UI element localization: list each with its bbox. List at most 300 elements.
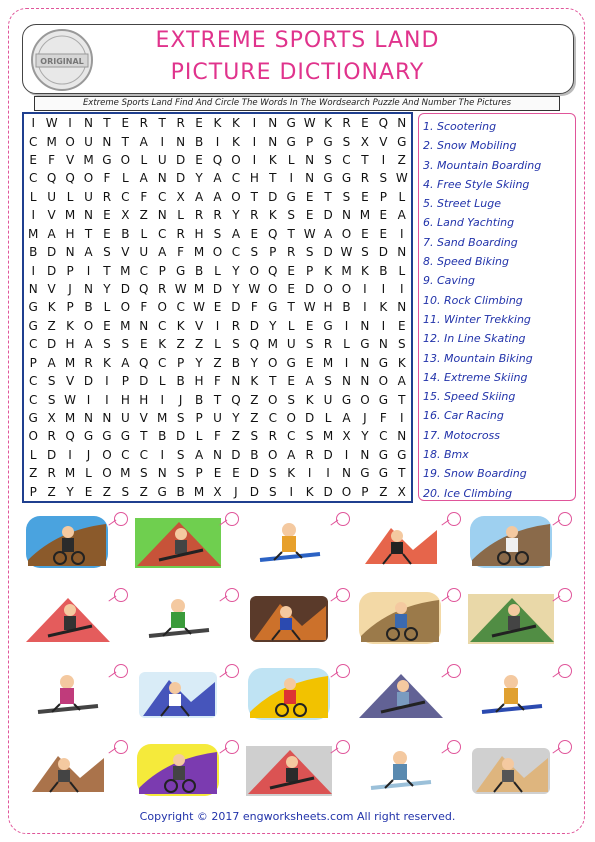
grid-letter[interactable]: K xyxy=(47,300,56,315)
grid-letter[interactable]: I xyxy=(86,392,91,407)
grid-letter[interactable]: R xyxy=(287,245,296,260)
grid-letter[interactable]: E xyxy=(379,226,388,241)
grid-letter[interactable]: C xyxy=(231,245,241,260)
grid-letter[interactable]: R xyxy=(268,429,277,444)
grid-letter[interactable]: O xyxy=(120,300,131,315)
grid-letter[interactable]: N xyxy=(84,411,93,426)
grid-letter[interactable]: T xyxy=(361,153,369,168)
grid-letter[interactable]: K xyxy=(176,318,185,333)
grid-letter[interactable]: G xyxy=(360,337,370,352)
grid-letter[interactable]: G xyxy=(341,171,352,186)
grid-letter[interactable]: U xyxy=(139,245,149,260)
grid-letter[interactable]: D xyxy=(47,245,57,260)
grid-letter[interactable]: O xyxy=(268,392,278,407)
grid-letter[interactable]: M xyxy=(267,337,278,352)
grid-letter[interactable]: K xyxy=(360,263,369,278)
grid-letter[interactable]: N xyxy=(378,337,388,352)
grid-letter[interactable]: U xyxy=(323,392,333,407)
grid-letter[interactable]: M xyxy=(28,226,39,241)
grid-letter[interactable]: S xyxy=(139,466,148,481)
grid-letter[interactable]: N xyxy=(305,171,315,186)
grid-letter[interactable]: B xyxy=(342,300,351,315)
grid-letter[interactable]: P xyxy=(66,300,74,315)
grid-letter[interactable]: Y xyxy=(232,411,240,426)
grid-letter[interactable]: R xyxy=(194,208,204,223)
grid-letter[interactable]: U xyxy=(120,411,130,426)
grid-letter[interactable]: S xyxy=(305,429,314,444)
grid-letter[interactable]: D xyxy=(139,374,149,389)
grid-letter[interactable]: V xyxy=(65,374,75,389)
grid-letter[interactable]: F xyxy=(214,429,221,444)
grid-letter[interactable]: W xyxy=(303,226,316,241)
grid-letter[interactable]: M xyxy=(193,282,205,297)
grid-letter[interactable]: I xyxy=(31,263,35,278)
grid-letter[interactable]: G xyxy=(28,411,38,426)
grid-letter[interactable]: L xyxy=(85,466,92,481)
grid-letter[interactable]: A xyxy=(139,134,148,149)
grid-letter[interactable]: G xyxy=(397,134,407,149)
grid-letter[interactable]: P xyxy=(306,263,314,278)
grid-letter[interactable]: P xyxy=(195,411,203,426)
grid-letter[interactable]: G xyxy=(378,447,388,462)
grid-letter[interactable]: R xyxy=(360,171,370,186)
grid-letter[interactable]: R xyxy=(305,447,314,462)
grid-letter[interactable]: E xyxy=(379,208,388,223)
grid-letter[interactable]: T xyxy=(287,300,295,315)
grid-letter[interactable]: S xyxy=(324,153,332,168)
grid-letter[interactable]: I xyxy=(215,134,220,149)
grid-letter[interactable]: I xyxy=(289,171,293,186)
grid-letter[interactable]: B xyxy=(194,392,204,407)
grid-letter[interactable]: F xyxy=(250,300,258,315)
grid-letter[interactable]: J xyxy=(363,411,367,426)
grid-letter[interactable]: Z xyxy=(397,153,406,168)
grid-letter[interactable]: T xyxy=(398,392,406,407)
grid-letter[interactable]: P xyxy=(361,484,369,499)
grid-letter[interactable]: O xyxy=(83,171,94,186)
grid-letter[interactable]: L xyxy=(324,411,332,426)
grid-letter[interactable]: B xyxy=(84,300,93,315)
number-answer-bubble[interactable] xyxy=(114,588,128,602)
grid-letter[interactable]: P xyxy=(29,484,37,499)
grid-letter[interactable]: I xyxy=(252,153,257,168)
grid-letter[interactable]: J xyxy=(68,282,72,297)
grid-letter[interactable]: T xyxy=(158,116,166,131)
grid-letter[interactable]: K xyxy=(287,466,296,481)
grid-letter[interactable]: M xyxy=(322,429,334,444)
grid-letter[interactable]: F xyxy=(48,153,56,168)
grid-letter[interactable]: E xyxy=(397,318,406,333)
grid-letter[interactable]: K xyxy=(250,374,259,389)
grid-letter[interactable]: N xyxy=(342,208,351,223)
grid-letter[interactable]: I xyxy=(344,447,349,462)
grid-letter[interactable]: I xyxy=(160,392,164,407)
grid-letter[interactable]: K xyxy=(213,116,222,131)
grid-letter[interactable]: G xyxy=(286,189,296,204)
grid-letter[interactable]: N xyxy=(157,208,167,223)
grid-letter[interactable]: C xyxy=(29,337,38,352)
grid-letter[interactable]: L xyxy=(140,153,148,168)
grid-letter[interactable]: O xyxy=(102,466,112,481)
grid-letter[interactable]: N xyxy=(84,208,93,223)
grid-letter[interactable]: M xyxy=(46,134,57,149)
grid-letter[interactable]: Q xyxy=(268,263,278,278)
grid-letter[interactable]: E xyxy=(103,318,111,333)
grid-letter[interactable]: A xyxy=(287,447,296,462)
grid-letter[interactable]: C xyxy=(176,300,185,315)
grid-letter[interactable]: Z xyxy=(139,484,148,499)
grid-letter[interactable]: K xyxy=(324,116,332,131)
grid-letter[interactable]: Y xyxy=(269,318,277,333)
grid-letter[interactable]: X xyxy=(47,411,56,426)
grid-letter[interactable]: O xyxy=(120,153,131,168)
grid-letter[interactable]: Q xyxy=(65,171,75,186)
grid-letter[interactable]: E xyxy=(29,153,37,168)
grid-letter[interactable]: L xyxy=(214,337,221,352)
grid-letter[interactable]: L xyxy=(177,208,184,223)
grid-letter[interactable]: N xyxy=(28,282,38,297)
grid-letter[interactable]: E xyxy=(250,226,259,241)
number-answer-bubble[interactable] xyxy=(558,512,572,526)
grid-letter[interactable]: C xyxy=(231,171,241,186)
grid-letter[interactable]: L xyxy=(287,318,295,333)
grid-letter[interactable]: M xyxy=(120,466,131,481)
grid-letter[interactable]: M xyxy=(341,263,352,278)
grid-letter[interactable]: G xyxy=(378,466,388,481)
grid-letter[interactable]: W xyxy=(395,171,408,186)
grid-letter[interactable]: Z xyxy=(194,337,204,352)
grid-letter[interactable]: I xyxy=(68,116,72,131)
grid-letter[interactable]: D xyxy=(378,245,388,260)
grid-letter[interactable]: G xyxy=(360,466,370,481)
grid-letter[interactable]: I xyxy=(160,447,164,462)
grid-letter[interactable]: S xyxy=(287,392,296,407)
grid-letter[interactable]: I xyxy=(400,226,404,241)
grid-letter[interactable]: B xyxy=(29,245,38,260)
grid-letter[interactable]: S xyxy=(103,337,111,352)
grid-letter[interactable]: Q xyxy=(212,153,223,168)
grid-letter[interactable]: L xyxy=(140,226,148,241)
grid-letter[interactable]: W xyxy=(193,300,205,315)
grid-letter[interactable]: G xyxy=(378,392,388,407)
grid-letter[interactable]: J xyxy=(234,484,238,499)
grid-letter[interactable]: D xyxy=(83,374,94,389)
grid-letter[interactable]: L xyxy=(398,263,406,278)
grid-letter[interactable]: K xyxy=(397,355,406,370)
grid-letter[interactable]: Q xyxy=(65,429,75,444)
grid-letter[interactable]: C xyxy=(287,429,296,444)
grid-letter[interactable]: M xyxy=(322,355,334,370)
grid-letter[interactable]: C xyxy=(121,447,130,462)
grid-letter[interactable]: L xyxy=(29,447,37,462)
grid-letter[interactable]: H xyxy=(120,392,130,407)
grid-letter[interactable]: I xyxy=(289,484,293,499)
grid-letter[interactable]: D xyxy=(268,189,278,204)
grid-letter[interactable]: D xyxy=(305,411,315,426)
grid-letter[interactable]: H xyxy=(65,226,75,241)
number-answer-bubble[interactable] xyxy=(225,740,239,754)
grid-letter[interactable]: S xyxy=(397,337,406,352)
grid-letter[interactable]: K xyxy=(305,392,314,407)
grid-letter[interactable]: A xyxy=(213,189,222,204)
grid-letter[interactable]: N xyxy=(157,171,167,186)
grid-letter[interactable]: L xyxy=(195,429,203,444)
grid-letter[interactable]: N xyxy=(268,116,278,131)
grid-letter[interactable]: G xyxy=(102,153,112,168)
grid-letter[interactable]: M xyxy=(193,245,205,260)
grid-letter[interactable]: O xyxy=(360,392,370,407)
number-answer-bubble[interactable] xyxy=(558,588,572,602)
grid-letter[interactable]: S xyxy=(47,374,56,389)
grid-letter[interactable]: V xyxy=(194,318,204,333)
grid-letter[interactable]: E xyxy=(287,282,295,297)
grid-letter[interactable]: R xyxy=(176,116,185,131)
grid-letter[interactable]: A xyxy=(323,226,333,241)
grid-letter[interactable]: G xyxy=(323,318,333,333)
grid-letter[interactable]: N xyxy=(84,282,93,297)
grid-letter[interactable]: S xyxy=(268,466,277,481)
grid-letter[interactable]: L xyxy=(287,153,295,168)
grid-letter[interactable]: E xyxy=(84,484,93,499)
grid-letter[interactable]: I xyxy=(363,300,367,315)
number-answer-bubble[interactable] xyxy=(447,664,461,678)
number-answer-bubble[interactable] xyxy=(336,664,350,678)
grid-letter[interactable]: U xyxy=(157,153,167,168)
grid-letter[interactable]: E xyxy=(232,466,240,481)
grid-letter[interactable]: S xyxy=(250,245,259,260)
grid-letter[interactable]: T xyxy=(269,374,277,389)
grid-letter[interactable]: R xyxy=(342,116,351,131)
grid-letter[interactable]: A xyxy=(121,355,130,370)
grid-letter[interactable]: N xyxy=(342,374,351,389)
number-answer-bubble[interactable] xyxy=(114,512,128,526)
grid-letter[interactable]: O xyxy=(212,245,223,260)
grid-letter[interactable]: D xyxy=(176,429,186,444)
grid-letter[interactable]: C xyxy=(29,392,38,407)
grid-letter[interactable]: B xyxy=(176,374,185,389)
grid-letter[interactable]: Y xyxy=(232,282,240,297)
number-answer-bubble[interactable] xyxy=(336,740,350,754)
grid-letter[interactable]: L xyxy=(343,337,350,352)
grid-letter[interactable]: P xyxy=(306,134,314,149)
grid-letter[interactable]: P xyxy=(379,189,387,204)
grid-letter[interactable]: A xyxy=(84,337,93,352)
grid-letter[interactable]: D xyxy=(47,337,57,352)
grid-letter[interactable]: S xyxy=(324,374,332,389)
grid-letter[interactable]: Z xyxy=(47,484,56,499)
grid-letter[interactable]: K xyxy=(231,134,240,149)
grid-letter[interactable]: H xyxy=(139,392,149,407)
grid-letter[interactable]: D xyxy=(249,466,259,481)
grid-letter[interactable]: S xyxy=(232,337,240,352)
grid-letter[interactable]: L xyxy=(103,300,111,315)
grid-letter[interactable]: O xyxy=(268,282,278,297)
grid-letter[interactable]: B xyxy=(379,263,388,278)
grid-letter[interactable]: L xyxy=(29,189,37,204)
grid-letter[interactable]: M xyxy=(157,411,168,426)
grid-letter[interactable]: K xyxy=(102,355,111,370)
grid-letter[interactable]: D xyxy=(176,171,186,186)
grid-letter[interactable]: N xyxy=(84,116,93,131)
grid-letter[interactable]: C xyxy=(29,171,38,186)
grid-letter[interactable]: M xyxy=(120,318,131,333)
number-answer-bubble[interactable] xyxy=(447,512,461,526)
grid-letter[interactable]: T xyxy=(84,226,93,241)
grid-letter[interactable]: Z xyxy=(213,355,222,370)
grid-letter[interactable]: E xyxy=(305,318,314,333)
grid-letter[interactable]: P xyxy=(158,263,166,278)
grid-letter[interactable]: E xyxy=(195,116,203,131)
grid-letter[interactable]: S xyxy=(176,411,185,426)
grid-letter[interactable]: R xyxy=(158,282,167,297)
grid-letter[interactable]: D xyxy=(323,447,333,462)
grid-letter[interactable]: C xyxy=(158,355,167,370)
grid-letter[interactable]: K xyxy=(324,263,332,278)
grid-letter[interactable]: Q xyxy=(378,116,389,131)
grid-letter[interactable]: P xyxy=(66,263,74,278)
grid-letter[interactable]: E xyxy=(213,300,222,315)
grid-letter[interactable]: G xyxy=(323,134,333,149)
grid-letter[interactable]: G xyxy=(323,171,333,186)
grid-letter[interactable]: I xyxy=(344,318,349,333)
grid-letter[interactable]: S xyxy=(121,484,130,499)
number-answer-bubble[interactable] xyxy=(225,588,239,602)
grid-letter[interactable]: N xyxy=(102,134,112,149)
grid-letter[interactable]: I xyxy=(381,282,386,297)
grid-letter[interactable]: I xyxy=(160,134,164,149)
grid-letter[interactable]: B xyxy=(250,447,259,462)
grid-letter[interactable]: T xyxy=(287,226,295,241)
grid-letter[interactable]: C xyxy=(379,429,388,444)
grid-letter[interactable]: D xyxy=(305,282,315,297)
grid-letter[interactable]: D xyxy=(249,484,259,499)
grid-letter[interactable]: S xyxy=(103,245,111,260)
grid-letter[interactable]: Z xyxy=(139,208,148,223)
grid-letter[interactable]: G xyxy=(286,134,296,149)
grid-letter[interactable]: I xyxy=(31,116,35,131)
grid-letter[interactable]: R xyxy=(323,337,333,352)
grid-letter[interactable]: V xyxy=(379,134,388,149)
grid-letter[interactable]: O xyxy=(65,134,75,149)
grid-letter[interactable]: M xyxy=(83,153,94,168)
grid-letter[interactable]: A xyxy=(213,171,222,186)
grid-letter[interactable]: A xyxy=(139,171,148,186)
grid-letter[interactable]: O xyxy=(341,282,352,297)
grid-letter[interactable]: E xyxy=(361,226,369,241)
grid-letter[interactable]: O xyxy=(249,263,260,278)
grid-letter[interactable]: M xyxy=(64,208,76,223)
grid-letter[interactable]: I xyxy=(252,134,257,149)
grid-letter[interactable]: T xyxy=(250,189,259,204)
number-answer-bubble[interactable] xyxy=(225,664,239,678)
grid-letter[interactable]: G xyxy=(157,484,167,499)
grid-letter[interactable]: B xyxy=(121,226,130,241)
grid-letter[interactable]: B xyxy=(176,484,185,499)
grid-letter[interactable]: G xyxy=(378,355,388,370)
grid-letter[interactable]: G xyxy=(268,300,278,315)
grid-letter[interactable]: Q xyxy=(231,392,241,407)
grid-letter[interactable]: F xyxy=(140,189,148,204)
grid-letter[interactable]: K xyxy=(231,116,240,131)
grid-letter[interactable]: Z xyxy=(47,318,56,333)
grid-letter[interactable]: C xyxy=(121,189,130,204)
grid-letter[interactable]: E xyxy=(305,189,314,204)
grid-letter[interactable]: X xyxy=(213,484,222,499)
grid-letter[interactable]: D xyxy=(323,484,333,499)
grid-letter[interactable]: D xyxy=(47,447,57,462)
grid-letter[interactable]: Y xyxy=(361,429,369,444)
grid-letter[interactable]: B xyxy=(158,429,167,444)
grid-letter[interactable]: G xyxy=(286,355,296,370)
grid-letter[interactable]: I xyxy=(68,447,72,462)
grid-letter[interactable]: N xyxy=(65,245,75,260)
grid-letter[interactable]: A xyxy=(342,411,351,426)
grid-letter[interactable]: C xyxy=(268,411,277,426)
grid-letter[interactable]: D xyxy=(231,300,241,315)
grid-letter[interactable]: Q xyxy=(139,355,149,370)
grid-letter[interactable]: O xyxy=(378,374,389,389)
grid-letter[interactable]: I xyxy=(86,263,91,278)
grid-letter[interactable]: E xyxy=(103,226,111,241)
grid-letter[interactable]: N xyxy=(360,318,370,333)
grid-letter[interactable]: N xyxy=(360,355,370,370)
grid-letter[interactable]: F xyxy=(140,300,148,315)
grid-letter[interactable]: N xyxy=(268,134,278,149)
grid-letter[interactable]: T xyxy=(324,189,332,204)
grid-letter[interactable]: G xyxy=(83,429,94,444)
grid-letter[interactable]: A xyxy=(194,189,204,204)
grid-letter[interactable]: N xyxy=(157,466,167,481)
grid-letter[interactable]: Z xyxy=(29,466,38,481)
grid-letter[interactable]: P xyxy=(29,355,37,370)
grid-letter[interactable]: F xyxy=(177,245,185,260)
grid-letter[interactable]: U xyxy=(84,189,93,204)
grid-letter[interactable]: F xyxy=(103,171,111,186)
grid-letter[interactable]: J xyxy=(178,392,183,407)
grid-letter[interactable]: Y xyxy=(195,355,203,370)
grid-letter[interactable]: R xyxy=(47,466,56,481)
grid-letter[interactable]: H xyxy=(323,300,333,315)
grid-letter[interactable]: U xyxy=(286,337,296,352)
grid-letter[interactable]: S xyxy=(305,245,314,260)
grid-letter[interactable]: P xyxy=(269,245,277,260)
grid-letter[interactable]: N xyxy=(397,429,407,444)
grid-letter[interactable]: K xyxy=(268,153,277,168)
number-answer-bubble[interactable] xyxy=(225,512,239,526)
grid-letter[interactable]: D xyxy=(212,282,223,297)
grid-letter[interactable]: I xyxy=(307,466,312,481)
grid-letter[interactable]: A xyxy=(305,374,314,389)
grid-letter[interactable]: E xyxy=(121,116,130,131)
grid-letter[interactable]: I xyxy=(344,355,349,370)
grid-letter[interactable]: H xyxy=(194,226,204,241)
number-answer-bubble[interactable] xyxy=(558,740,572,754)
grid-letter[interactable]: A xyxy=(194,447,204,462)
number-answer-bubble[interactable] xyxy=(558,664,572,678)
grid-letter[interactable]: K xyxy=(379,300,388,315)
grid-letter[interactable]: I xyxy=(31,208,35,223)
grid-letter[interactable]: E xyxy=(305,208,314,223)
grid-letter[interactable]: K xyxy=(158,337,167,352)
grid-letter[interactable]: S xyxy=(305,337,314,352)
grid-letter[interactable]: N xyxy=(176,134,186,149)
grid-letter[interactable]: L xyxy=(214,263,221,278)
grid-letter[interactable]: D xyxy=(120,282,130,297)
grid-letter[interactable]: V xyxy=(65,153,75,168)
grid-letter[interactable]: O xyxy=(102,447,112,462)
grid-letter[interactable]: P xyxy=(121,374,129,389)
grid-letter[interactable]: B xyxy=(194,134,204,149)
